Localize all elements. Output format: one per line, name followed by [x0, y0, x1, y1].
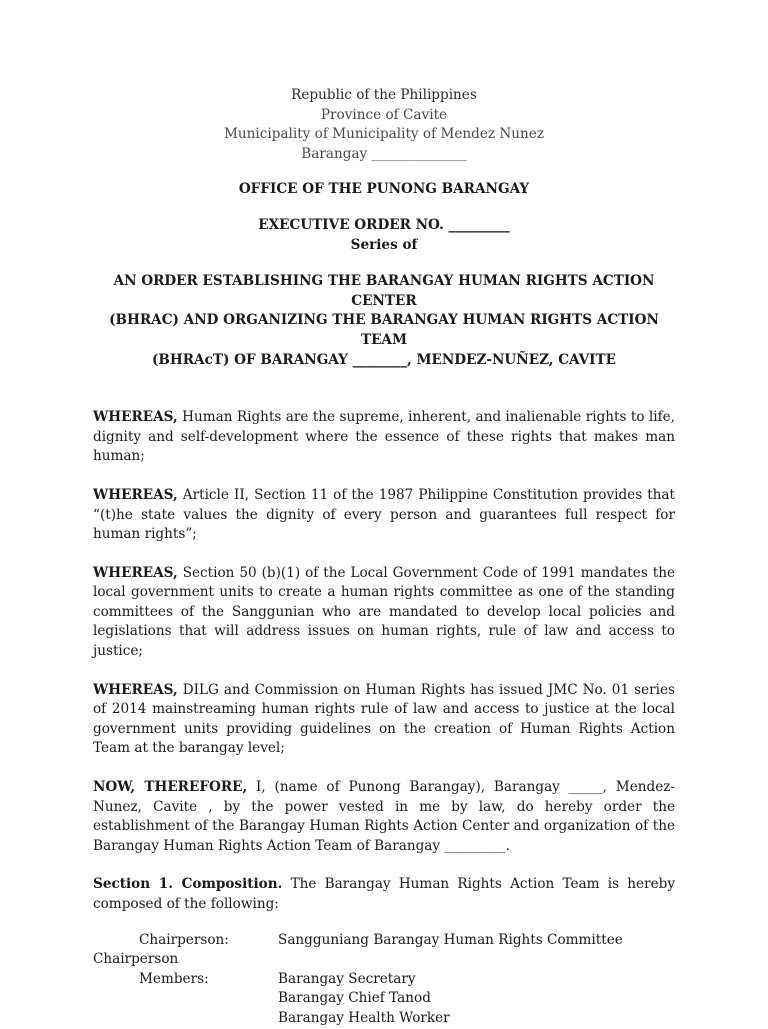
paragraph-lead: NOW, THEREFORE, — [93, 779, 248, 796]
executive-order-number: EXECUTIVE ORDER NO. _________ — [258, 216, 510, 233]
chair-name-continuation: Chairperson — [93, 951, 179, 968]
paragraph-lead: WHEREAS, — [93, 564, 178, 581]
members-role-label: Members: — [139, 970, 209, 987]
composition-chair-row — [93, 931, 675, 951]
section-heading: Section 1. Composition. — [93, 876, 283, 893]
composition-member-row — [93, 970, 675, 990]
composition-chair-wrap-row — [93, 950, 675, 970]
whereas-paragraph-4 — [93, 681, 675, 759]
executive-order-block — [93, 216, 675, 255]
order-title-line-2: (BHRAC) AND ORGANIZING THE BARANGAY HUMAN RIGHTS ACTION TEAM — [109, 312, 659, 348]
order-title-line-3: (BHRAcT) OF BARANGAY ________, MENDEZ-NUÑEZ, CAVITE — [152, 351, 616, 368]
composition-member-row — [93, 989, 675, 1009]
paragraph-text: Article II, Section 11 of the 1987 Philippine Constitution provides that “(t)he state values the dignity of every person and guarantees full respect for human rights”; — [93, 486, 675, 543]
chair-name: Sangguniang Barangay Human Rights Committee — [278, 931, 623, 948]
section-1-paragraph — [93, 875, 675, 914]
paragraph-text: Human Rights are the supreme, inherent, and inalienable rights to life, dignity and self-development where the essence of these rights that makes man human; — [93, 409, 675, 465]
whereas-paragraph-3 — [93, 564, 675, 662]
member-name: Barangay Health Worker — [278, 1009, 450, 1026]
composition-member-row — [93, 1009, 675, 1029]
member-name: Barangay Chief Tanod — [278, 990, 431, 1007]
member-name: Barangay Secretary — [278, 970, 416, 987]
composition-list — [93, 931, 675, 1029]
executive-order-series: Series of — [350, 236, 418, 253]
now-therefore-paragraph — [93, 778, 675, 856]
header-barangay: Barangay ______________ — [301, 145, 467, 162]
header-province: Province of Cavite — [320, 106, 448, 123]
whereas-paragraph-2 — [93, 486, 675, 545]
document-page — [93, 86, 675, 1029]
paragraph-lead: WHEREAS, — [93, 409, 178, 426]
paragraph-text: The Barangay Human Rights Action Team is hereby composed of the following: — [93, 876, 676, 912]
office-heading: OFFICE OF THE PUNONG BARANGAY — [238, 181, 530, 198]
order-title-line-1: AN ORDER ESTABLISHING THE BARANGAY HUMAN RIGHTS ACTION CENTER — [113, 273, 655, 309]
document-header — [93, 86, 675, 164]
paragraph-lead: WHEREAS, — [93, 681, 178, 698]
header-republic: Republic of the Philippines — [291, 87, 477, 103]
order-title — [93, 272, 675, 370]
paragraph-text: I, (name of Punong Barangay), Barangay _____, Mendez-Nunez, Cavite , by the power vested in me by law, do hereby order the establishment of the Barangay Human Rights Action Center and organization of the Barangay Human Rights Action Team of Barangay _________. — [93, 779, 675, 854]
paragraph-text: DILG and Commission on Human Rights has issued JMC No. 01 series of 2014 mainstreaming human rights rule of law and access to justice at the local government units providing guidelines on the creation of Human Rights Action Team at the barangay level; — [93, 681, 675, 757]
paragraph-lead: WHEREAS, — [93, 486, 178, 503]
header-municipality: Municipality of Municipality of Mendez Nunez — [223, 126, 545, 143]
whereas-paragraph-1 — [93, 408, 675, 467]
chair-role-label: Chairperson: — [139, 931, 229, 948]
paragraph-text: Section 50 (b)(1) of the Local Government Code of 1991 mandates the local government units to create a human rights committee as one of the standing committees of the Sanggunian who are mandated to develop local policies and legislations that will address issues on human rights, rule of law and access to justice; — [93, 564, 675, 660]
